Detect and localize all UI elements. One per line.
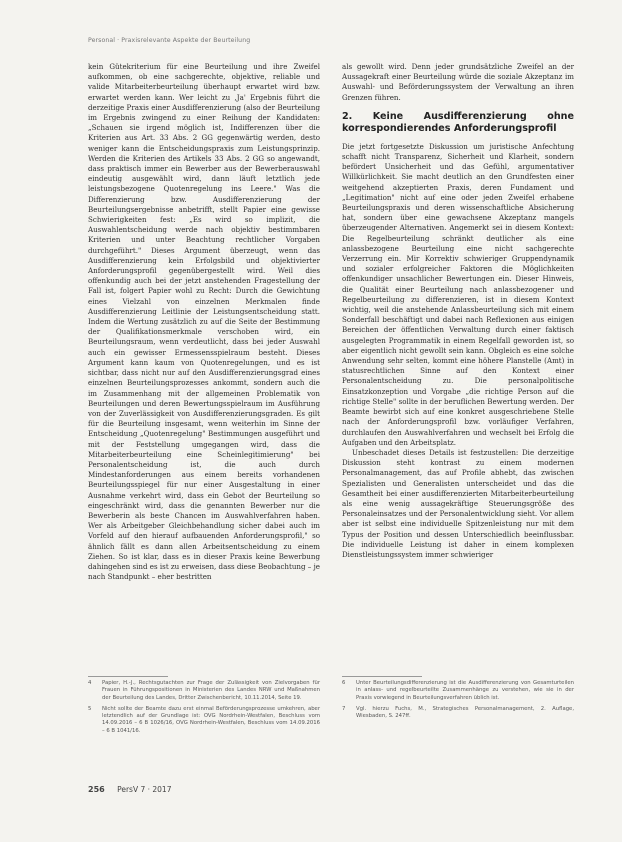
footnote-text: Papier, H.-J., Rechtsgutachten zur Frage der Zulässigkeit von Zielvorgaben für Frauen in Führungspositionen in Ministerien des Landes NRW und Maßnahmen der Beurteilung des Landes, Dritter Zwischenbericht, 10.11.2014, Seite 19. bbox=[102, 680, 320, 701]
footnote-text: Vgl. hierzu Fuchs, M., Strategisches Personalmanagement, 2. Auflage, Wiesbaden, S. 247ff. bbox=[356, 705, 574, 720]
footnote bbox=[88, 680, 320, 702]
footnote-number: 5 bbox=[88, 705, 92, 712]
footnote bbox=[88, 706, 320, 735]
footnote-text: Unter Beurteilungsdifferenzierung ist die Ausdifferenzierung von Gesamturteilen in anlass- und regelbeurteilte Zusammenhänge zu verstehen, wie sie in der Praxis vorwiegend in Beurteilungsverfahren üblich ist. bbox=[356, 680, 574, 701]
left-column bbox=[88, 62, 320, 582]
body-paragraph: Die jetzt fortgesetzte Diskussion um juristische Anfechtung schafft nicht Transparenz, Sicherheit und Klarheit, sondern befördert Unsicherheit und das Gefühl, argumentativer Willkürlichkeit. Sie macht deutlich an den Grundfesten einer weitgehend akzeptierten Praxis, deren Fundament und „Legitimation" nicht auf eine oder jeden Zweifel erhabene Beurteilungspraxis und deren wissenschaftliche Absicherung hat, sondern über eine gewachsene Akzeptanz mangels überzeugender Alternativen. Angemerkt sei in diesem Kontext: Die Regelbeurteilung schränkt deutlicher als eine anlassbezogene Beurteilung eine nicht sachgerechte Verzerrung ein. Mir Korrektiv schwieriger Gruppendynamik und sozialer erfolgreicher Faktoren die Möglichkeiten offenkundiger unsachlicher Bewertungen ein. Dieser Hinweis, die Qualität einer Beurteilung nach anlassbezogener und Regelbeurteilung zu differenzieren, ist in diesem Kontext wichtig, weil die anstehende Anlassbeurteilung sich mit einem Sonderfall beschäftigt und dabei nach Reflexionen aus einigen Bereichen der öffentlichen Verwaltung durch einer faktisch ausgelegten Programmatik in einem Regelfall geworden ist, so aber eigentlich nicht gewollt sein kann. Obgleich es eine solche Anwendung sehr selten, kommt eine höhere Planstelle (Amt) in statusrechtlichen Sinne auf den Kontext einer Personalentscheidung zu. Die personalpolitische Einsatzkonzeption und Vorgabe „die richtige Person auf die richtige Stelle" sollte in der beruflichen Bewertung werden. Der Beamte bewirbt sich auf eine konkret ausgeschriebene Stelle nach der Anforderungsprofil bzw. vorläufiger Verfahren, durchlaufen den Auswahlverfahren und wechselt bei Erfolg die Aufgaben und den Arbeitsplatz. bbox=[342, 141, 574, 447]
footnote-text: Nicht sollte der Beamte dazu erst einmal Beförderungsprozesse umkehren, aber letztendlich auf der Grundlage ist: OVG Nordrhein-Westfalen, Beschluss vom 14.09.2016 – 6 B 1026/16, OVG Nordrhein-Westfalen, Beschluss vom 14.09.2016 – 6 B 1041/16. bbox=[102, 705, 320, 734]
footnotes-right bbox=[342, 680, 574, 724]
footnotes-left bbox=[88, 680, 320, 739]
footnote-number: 7 bbox=[342, 705, 346, 712]
footnote-number: 4 bbox=[88, 680, 92, 686]
body-paragraph: Unbeschadet dieses Details ist festzustellen: Die derzeitige Diskussion steht kontrast zu einem modernen Personalmanagement, das auf Profile abhebt, das zwischen Spezialisten und Generalisten unterscheidet und das die Gesamtheit bei einer ausdifferenzierten Mitarbeiterbeurteilung als eine wenig aussagekräftige Steuerungsgröße des Personaleinsatzes und der Personalentwicklung sieht. Vor allem aber ist selbst eine individuelle Spitzenleistung nur mit dem Typus der Position und dessen Unterschiedlich beeinflussbar. Die individuelle Leistung ist daher in einem komplexen Dienstleistungssystem immer schwieriger bbox=[342, 447, 574, 559]
footnote-number: 6 bbox=[342, 680, 346, 686]
body-paragraph: kein Gütekriterium für eine Beurteilung und ihre Zweifel aufkommen, ob eine sachgerechte, objektive, reliable und valide Mitarbeiterbeurteilung überhaupt erwartet wird bzw. erwartet werden kann. Wer leicht zu ,Ja' Ergebnis führt die derzeitige Praxis einer Ausdifferenzierung (also der Beurteilung im Ergebnis zwingend zu einer Reihung der Kandidaten: „Schauen sie irgend möglich ist, Indifferenzen über die Kriterien aus Art. 33 Abs. 2 GG gegenwärtig werden, desto weniger kann die Entscheidungspraxis zum Leistungsprinzip. Werden die Kriterien des Artikels 33 Abs. 2 GG so angewandt, dass praktisch immer ein Bewerber aus der Bewerberauswahl eindeutig ausgewählt wird, dann läuft letztlich jede leistungsbezogene Quotenregelung ins Leere." Was die Differenzierung bzw. Ausdifferenzierung der Beurteilungsergebnisse anbetrifft, stellt Papier eine gewisse Schwierigkeiten fest: „Es wird so implizit, die Auswahlentscheidung werde nach objektiv bestimmbaren Kriterien und unter Beachtung rechtlicher Vorgaben durchgeführt." Dieses Argument überzeugt, wenn das Ausdifferenzierung kein Erfolgsbild und objektivierter Anforderungsprofil gegenübergestellt wird. Weil dies offenkundig auch bei der jetzt anstehenden Fragestellung der Fall ist, folgert Papier wohl zu Recht: Durch die Gewichtung eines Vielzahl von einzelnen Merkmalen finde Ausdifferenzierung Leitlinie der Leistungsentscheidung statt. Indem die Wertung zusätzlich zu auf die Seite der Bestimmung der Qualifikationsmerkmale verschoben wird, ein Beurteilungsraum, wenn verdeutlicht, dass bei jeder Auswahl auch ein gewisser Ermessensspielraum besteht. Dieses Argument kann kaum von Quotenregelungen, und es ist sichtbar, dass nicht nur auf den Ausdifferenzierungsgrad eines einzelnen Beurteilungsprozesses ankommt, sondern auch die im Zusammenhang mit der allgemeinen Problematik von Beurteilungen und deren Bewertungsspielraum im Ausführung von der Zuverlässigkeit von Ausdifferenzierungsgraden. Es gilt für die Beurteilung insgesamt, wenn weiterhin im Sinne der Entscheidung „Quotenregelung" Bestimmungen ausgeführt und mit der Feststellung umgegangen wird, dass die Mitarbeiterbeurteilung eine Scheinlegitimierung" bei Personalentscheidung ist, die auch durch Mindestanforderungen aus einem bereits vorhandenen Beurteilungsspiegel für nur einer Ausgestaltung in einer Ausnahme verkehrt wird, dass ein Gebot der Beurteilung so eingeschränkt wird, dass die genannten Bewerber nur die Bewerberin als beste Chancen im Auswahlverfahren haben. Wer als Arbeitgeber Gleichbehandlung sicher dabei auch im Vorfeld auf den hierauf aufbauenden Anforderungsprofil," so ähnlich fällt es dann allen Arbeitsentscheidung zu einem Ziehen. So ist klar, dass es in dieser Praxis keine Bewerbung dahingehen sind es ist zu erweisen, dass diese Beobachtung – je nach Standpunkt – eher bestritten bbox=[88, 62, 320, 582]
footnote-divider bbox=[342, 676, 422, 677]
section-heading: 2. Keine Ausdifferenzierung ohne korrespondierendes Anforderungsprofil bbox=[342, 110, 574, 135]
right-column bbox=[342, 62, 574, 560]
page-number: 256 bbox=[88, 785, 105, 794]
journal-issue: PersV 7 · 2017 bbox=[117, 785, 172, 794]
body-paragraph: als gewollt wird. Denn jeder grundsätzliche Zweifel an der Aussagekraft einer Beurteilung würde die soziale Akzeptanz im Auswahl- und Beförderungssystem der Verwaltung an ihren Grenzen führen. bbox=[342, 62, 574, 102]
running-head: Personal · Praxisrelevante Aspekte der Beurteilung bbox=[88, 37, 251, 44]
page-footer bbox=[88, 785, 171, 794]
footnote bbox=[342, 706, 574, 721]
footnote bbox=[342, 680, 574, 702]
footnote-divider bbox=[88, 676, 168, 677]
